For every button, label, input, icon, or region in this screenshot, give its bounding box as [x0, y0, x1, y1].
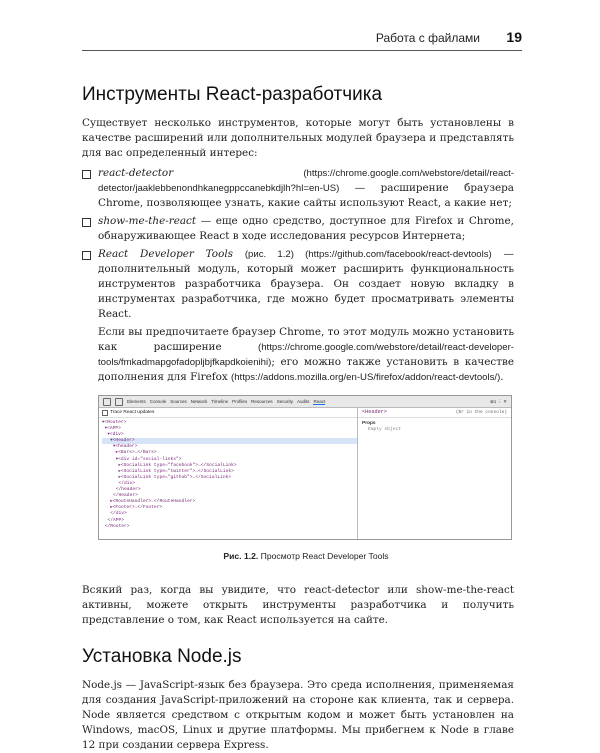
tree-node[interactable]: ▾<div id="social-links">: [102, 456, 182, 462]
firefox-note-text: ; его можно также установить в качестве дополнения для Firefox: [98, 356, 514, 383]
tab-timeline[interactable]: Timeline: [211, 399, 229, 404]
tool-link[interactable]: (рис. 1.2) (https://github.com/facebook/react-devtools): [244, 249, 492, 260]
props-panel: [358, 408, 511, 539]
tab-elements[interactable]: Elements: [127, 399, 146, 404]
intro-paragraph: Существует несколько инструментов, которые могут быть установлены в качестве расширений или дополнительных модулей браузера и представлять для вас определенный интерес:: [82, 117, 514, 159]
tool-link[interactable]: (https://chrome.google.com/webstore/detail/react-detector/jaaklebbenondhkanegppccanebkdjlh?hl=en-US): [98, 168, 514, 194]
tab-sources[interactable]: Sources: [170, 399, 187, 404]
tree-node[interactable]: ▸<SocialLink type="twitter">…</SocialLink>: [102, 468, 234, 474]
component-tree-panel: [99, 408, 358, 539]
trace-updates-row[interactable]: [99, 408, 357, 418]
props-empty: Empty object: [368, 427, 402, 432]
after-figure-paragraph: Всякий раз, когда вы увидите, что react-detector или show-me-the-react активны, можете открыть инструменты разработчика и получить представление о том, как React используется на сайте.: [82, 584, 514, 626]
node-paragraph: Node.js — JavaScript-язык без браузера. Это среда исполнения, применяемая для создания JavaScript-приложений на стороне как клиента, так и сервера. Node является средством с открытым кодом и может быть установлен на Windows, macOS, Linux и другие платформы. Мы прибегнем к Node в главе 12 при создании сервера Express.: [82, 679, 514, 751]
tree-node[interactable]: ▸<Footer>…</Footer>: [102, 505, 163, 511]
tree-node[interactable]: </Header>: [102, 493, 138, 499]
section-title-node: Установка Node.js: [82, 646, 242, 667]
checkbox-bullet-icon: [82, 170, 91, 179]
props-label: Props: [362, 421, 376, 426]
tree-node[interactable]: ▸<SocialLink type="facebook">…</SocialLink>: [102, 462, 237, 468]
list-item: [82, 247, 514, 322]
tool-name: React Developer Tools: [98, 248, 233, 260]
figure-caption: [82, 551, 514, 561]
tool-description: — расширение браузера Chrome, позволяющее узнать, какие сайты используют React, а какие нет;: [98, 182, 514, 209]
section-title-react-tools: Инструменты React-разработчика: [82, 84, 383, 105]
selected-tag: <Header>: [362, 409, 387, 415]
device-icon[interactable]: [115, 398, 123, 406]
trace-checkbox[interactable]: [102, 410, 108, 416]
selected-component-header: [358, 408, 511, 418]
tab-react[interactable]: React: [313, 398, 326, 404]
tree-node[interactable]: </header>: [102, 487, 141, 493]
tree-node[interactable]: ▸<SocialLink type="github">…</SocialLink>: [102, 474, 232, 480]
list-item: [82, 166, 514, 211]
inspect-icon[interactable]: [103, 398, 111, 406]
chrome-note-end: .: [500, 371, 504, 383]
tree-node[interactable]: </Router>: [102, 523, 130, 529]
tree-node[interactable]: ▾<Header>: [102, 438, 357, 444]
checkbox-bullet-icon: [82, 218, 91, 227]
tab-resources[interactable]: Resources: [251, 399, 273, 404]
tools-list: [82, 166, 514, 322]
component-tree: [99, 418, 357, 530]
checkbox-bullet-icon: [82, 251, 91, 260]
tab-console[interactable]: Console: [149, 399, 167, 404]
page-number: 19: [506, 29, 522, 45]
chrome-note-paragraph: [82, 325, 514, 385]
tree-node[interactable]: </div>: [102, 480, 136, 486]
node-section: [82, 646, 514, 753]
firefox-addon-link[interactable]: (https://addons.mozilla.org/en-US/firefox/addon/react-devtools/): [231, 372, 501, 383]
list-item: [82, 214, 514, 244]
tree-node[interactable]: ▾<header>: [102, 444, 138, 450]
page-header: [82, 28, 522, 51]
tree-node[interactable]: ▸<RouteHandler>…</RouteHandler>: [102, 499, 196, 505]
console-hint: ($r in the console): [455, 410, 507, 415]
tree-node[interactable]: ▾<div>: [102, 432, 124, 438]
tab-audits[interactable]: Audits: [296, 399, 310, 404]
running-title: Работа с файлами: [375, 31, 480, 45]
toolbar-status[interactable]: ⊗1 ⋮ ✕: [489, 398, 507, 404]
tool-description: — еще одно средство, доступное для Firefox и Chrome, обнаруживающее React в ходе исследования ресурсов Интернета;: [98, 215, 514, 242]
trace-label: Trace React updates: [110, 410, 155, 415]
tab-network[interactable]: Network: [190, 399, 208, 404]
chrome-note-text: Если вы предпочитаете браузер Chrome, то этот модуль можно установить как расширение: [98, 326, 514, 353]
chrome-store-link[interactable]: (https://chrome.google.com/webstore/detail/react-developer-tools/fmkadmapgofadopljbjfkapdkoienihi): [98, 342, 514, 368]
devtools-toolbar: [99, 396, 511, 408]
tool-name: show-me-the-react: [98, 215, 197, 227]
tool-name: react-detector: [98, 167, 174, 179]
tree-node[interactable]: </APP>: [102, 517, 125, 523]
caption-text: Просмотр React Developer Tools: [258, 551, 389, 561]
page-content: [82, 84, 514, 753]
devtools-screenshot-figure: [98, 395, 512, 540]
tree-node[interactable]: ▸<Bars>…</Bars>: [102, 450, 157, 456]
tree-node[interactable]: </div>: [102, 511, 127, 517]
tab-security[interactable]: Security: [276, 399, 293, 404]
tree-node[interactable]: ▾<Router>: [102, 420, 127, 425]
caption-number: Рис. 1.2.: [223, 551, 259, 561]
tree-node[interactable]: ▾<APP>: [102, 426, 121, 432]
tab-profiles[interactable]: Profiles: [232, 399, 248, 404]
tool-description: — дополнительный модуль, который может расширить функциональность инструментов разработчика браузера. Он создает новую вкладку в инструментах разработчика, где можно будет просматривать элементы React.: [98, 248, 514, 320]
